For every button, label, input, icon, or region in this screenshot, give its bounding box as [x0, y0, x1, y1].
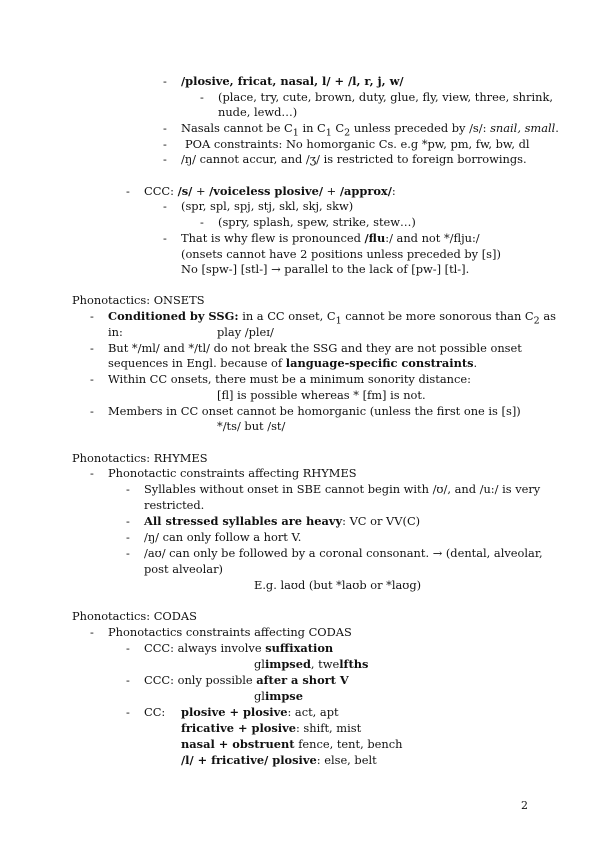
- codas-cc-label: CC:: [144, 705, 166, 719]
- bullet-dash: -: [126, 514, 130, 528]
- bullet-dash: -: [126, 530, 130, 544]
- rhymes-au-line-2: post alveolar): [144, 562, 223, 576]
- bullet-dash: -: [163, 231, 167, 245]
- flew-line-1: That is why flew is pronounced /flu:/ and not */flju:/: [181, 231, 480, 245]
- bullet-dash: -: [90, 309, 94, 323]
- flew-line-3: No [spw-] [stl-] → parallel to the lack of [pw-] [tl-].: [181, 262, 470, 276]
- rhymes-heading: Phonotactic constraints affecting RHYMES: [108, 466, 357, 480]
- codas-ccc-suffixation: CCC: always involve suffixation: [144, 641, 334, 655]
- bullet-dash: -: [163, 137, 167, 151]
- ccc-examples: (spry, splash, spew, strike, stew…): [218, 215, 416, 229]
- ccc-heading: CCC: /s/ + /voiceless plosive/ + /approx/:: [144, 184, 396, 198]
- within-line-1: Within CC onsets, there must be a minimum sonority distance:: [108, 372, 471, 386]
- examples-line-1: (place, try, cute, brown, duty, glue, fly, view, three, shrink,: [218, 90, 553, 104]
- bullet-dash: -: [90, 625, 94, 639]
- bullet-dash: -: [90, 341, 94, 355]
- flew-line-2: (onsets cannot have 2 positions unless preceded by [s]): [181, 247, 501, 261]
- bullet-dash: -: [126, 705, 130, 719]
- rhymes-au-example: E.g. laʊd (but *laʊb or *laʊg): [254, 578, 422, 592]
- ccc-clusters: (spr, spl, spj, stj, skl, skj, skw): [181, 199, 354, 213]
- codas-cc-row-3: nasal + obstruent fence, tent, bench: [181, 737, 403, 751]
- bullet-dash: -: [90, 404, 94, 418]
- page-number: 2: [521, 799, 528, 812]
- bullet-dash: -: [90, 372, 94, 386]
- nasals-constraint: Nasals cannot be $C_1$ in $C_1$ $C_2$ unless preceded by /s/: snail, small.: [181, 121, 559, 139]
- codas-cc-row-2: fricative + plosive: shift, mist: [181, 721, 362, 735]
- bullet-dash: -: [163, 74, 167, 88]
- bullet-dash: -: [126, 641, 130, 655]
- rhymes-syll-line-1: Syllables without onset in SBE cannot begin with /ʊ/, and /u:/ is very: [144, 482, 541, 496]
- bullet-dash: -: [163, 152, 167, 166]
- ssg-line-2b: play /pleɪ/: [217, 325, 274, 339]
- codas-cc-row-1: plosive + plosive: act, apt: [181, 705, 339, 719]
- members-line-1: Members in CC onset cannot be homorganic (unless the first one is [s]): [108, 404, 521, 418]
- codas-cc-row-4: /l/ + fricative/ plosive: else, belt: [181, 753, 377, 767]
- codas-ccc-short-v-example: glimpse: [254, 689, 303, 703]
- eng-constraint: /ŋ/ cannot accur, and /ʒ/ is restricted to foreign borrowings.: [181, 152, 527, 166]
- codas-ccc-suffixation-example: glimpsed, twelfths: [254, 657, 369, 671]
- codas-ccc-short-v: CCC: only possible after a short V: [144, 673, 349, 687]
- bullet-dash: -: [90, 466, 94, 480]
- section-title-codas: Phonotactics: CODAS: [72, 609, 197, 623]
- onset-class-heading: /plosive, fricat, nasal, l/ + /l, r, j, w/: [181, 74, 404, 88]
- bullet-dash: -: [126, 482, 130, 496]
- members-line-2: */ts/ but /st/: [217, 419, 286, 433]
- ssg-line-2a: in:: [108, 325, 123, 339]
- poa-constraint: POA constraints: No homorganic Cs. e.g *pw, pm, fw, bw, dl: [185, 137, 530, 151]
- section-title-onsets: Phonotactics: ONSETS: [72, 293, 205, 307]
- examples-line-2: nude, lewd…): [218, 105, 298, 119]
- bullet-dash: -: [126, 546, 130, 560]
- rhymes-au-line-1: /aʊ/ can only be followed by a coronal consonant. → (dental, alveolar,: [144, 546, 543, 560]
- ssg-line-1: Conditioned by SSG: in a CC onset, $C_1$ cannot be more sonorous than $C_2$ as: [108, 309, 556, 327]
- ml-line-1: But */ml/ and */tl/ do not break the SSG and they are not possible onset: [108, 341, 522, 355]
- rhymes-syll-line-2: restricted.: [144, 498, 205, 512]
- bullet-dash: -: [163, 121, 167, 135]
- section-title-rhymes: Phonotactics: RHYMES: [72, 451, 208, 465]
- bullet-dash: -: [126, 673, 130, 687]
- rhymes-heavy: All stressed syllables are heavy: VC or VV(C): [144, 514, 421, 528]
- codas-heading: Phonotactics constraints affecting CODAS: [108, 625, 352, 639]
- rhymes-eng: /ŋ/ can only follow a hort V.: [144, 530, 302, 544]
- bullet-dash: -: [200, 215, 204, 229]
- bullet-dash: -: [200, 90, 204, 104]
- bullet-dash: -: [163, 199, 167, 213]
- bullet-dash: -: [126, 184, 130, 198]
- within-line-2: [fl] is possible whereas * [fm] is not.: [217, 388, 426, 402]
- ml-line-2: sequences in Engl. because of language-specific constraints.: [108, 356, 478, 370]
